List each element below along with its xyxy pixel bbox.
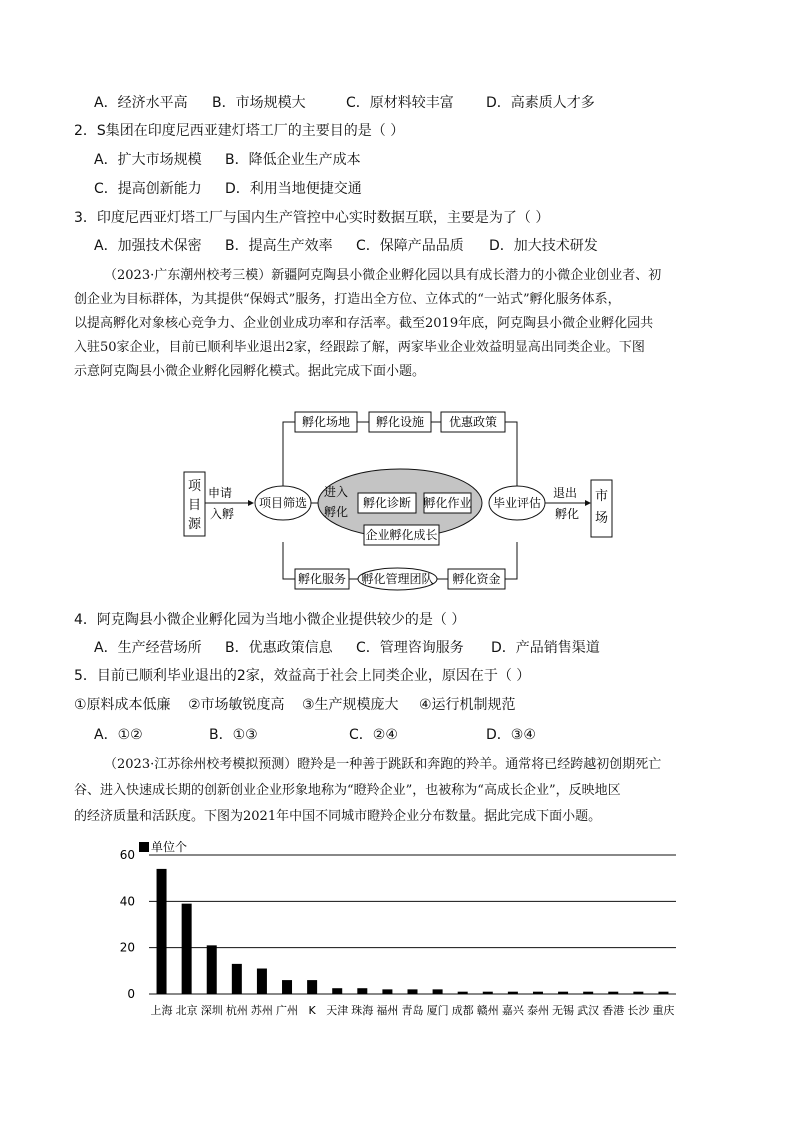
q5-statement-3: ③生产规模庞大 (302, 697, 399, 713)
y-tick-label: 20 (119, 940, 135, 955)
q5-option-d[interactable]: D．③④ (486, 727, 536, 743)
bar-17 (583, 992, 593, 994)
q4-option-a[interactable]: A．生产经营场所 (94, 640, 202, 656)
q1-option-b[interactable]: B．市场规模大 (212, 95, 306, 111)
q3-option-b[interactable]: B．提高生产效率 (225, 238, 333, 254)
bar-14 (508, 992, 518, 994)
x-tick-label: 嘉兴 (501, 1004, 524, 1017)
q2-option-b[interactable]: B．降低企业生产成本 (225, 152, 361, 168)
incubation-diagram (170, 402, 630, 600)
apply-label-1: 申请 (208, 486, 233, 500)
passage1-line-4: 入驻50家企业，目前已顺利毕业退出2家，经跟踪了解，两家毕业企业效益明显高出同类企业。下图 (74, 340, 645, 355)
x-tick-label: 泰州 (526, 1004, 549, 1017)
exit-label-1: 退出 (553, 486, 578, 500)
q5-option-a[interactable]: A．①② (94, 727, 143, 743)
bar-18 (608, 992, 618, 994)
legend-label: 单位个 (151, 840, 188, 854)
q1-option-a[interactable]: A．经济水平高 (94, 95, 188, 111)
q1-option-c[interactable]: C．原材料较丰富 (346, 95, 454, 111)
operation-label: 孵化作业 (423, 496, 472, 510)
q5-statement-1: ①原料成本低廉 (74, 697, 171, 713)
gazelle-bar-chart (110, 838, 690, 1030)
x-tick-label: 无锡 (552, 1004, 575, 1017)
enter-label-1: 进入 (324, 485, 349, 499)
q2-option-c[interactable]: C．提高创新能力 (94, 181, 202, 197)
project-source-char-3: 源 (187, 517, 202, 532)
passage1-line-2: 创企业为目标群体，为其提供“保姆式”服务，打造出全方位、立体式的“一站式”孵化服务体系， (74, 292, 621, 307)
screening-label: 项目筛选 (258, 496, 308, 510)
x-tick-label: 厦门 (426, 1004, 449, 1017)
exit-label-2: 孵化 (555, 507, 580, 521)
bar-12 (458, 992, 468, 994)
q2-option-a[interactable]: A．扩大市场规模 (94, 152, 202, 168)
x-tick-label: 长沙 (627, 1004, 650, 1017)
passage1-line-5: 示意阿克陶县小微企业孵化园孵化模式。据此完成下面小题。 (74, 364, 426, 379)
y-tick-label: 0 (127, 987, 135, 1001)
passage2-line-2: 谷、进入快速成长期的创新创业企业形象地称为“瞪羚企业”，也被称为“高成长企业”，反映地区 (74, 783, 621, 798)
q4-options (94, 638, 600, 658)
q2-options-row2 (94, 179, 362, 199)
q3-option-d[interactable]: D．加大技术研发 (489, 238, 598, 254)
q4-option-b[interactable]: B．优惠政策信息 (225, 640, 333, 656)
q4-option-c[interactable]: C．管理咨询服务 (356, 640, 464, 656)
q5-statement-2: ②市场敏锐度高 (188, 697, 285, 713)
legend-swatch (139, 842, 149, 852)
q3-options (94, 236, 598, 256)
top-box-facilities-label: 孵化设施 (375, 415, 425, 429)
bar-8 (357, 988, 367, 994)
y-tick-label: 60 (119, 848, 135, 862)
q2-stem: 2．S集团在印度尼西亚建灯塔工厂的主要目的是（ ） (74, 123, 405, 139)
q5-option-b[interactable]: B．①③ (209, 727, 258, 743)
bottom-box-fund-label: 孵化资金 (452, 572, 501, 586)
bottom-node-team-label: 孵化管理团队 (361, 572, 434, 586)
x-tick-label: 青岛 (401, 1004, 424, 1017)
x-tick-label: 上海 (150, 1004, 173, 1017)
diagnosis-label: 孵化诊断 (362, 496, 412, 510)
bar-15 (533, 992, 543, 994)
q5-options (94, 725, 536, 745)
x-tick-label: 天津 (326, 1004, 349, 1017)
q5-statements (74, 695, 516, 715)
bar-11 (433, 989, 443, 994)
bar-20 (658, 992, 668, 994)
bar-10 (408, 989, 418, 994)
bar-7 (332, 988, 342, 994)
project-source-char-1: 项 (187, 479, 202, 494)
bar-2 (207, 945, 217, 994)
enter-label-2: 孵化 (324, 505, 349, 519)
top-box-venue-label: 孵化场地 (301, 415, 351, 429)
passage2-line-3: 的经济质量和活跃度。下图为2021年中国不同城市瞪羚企业分布数量。据此完成下面小题。 (74, 809, 602, 824)
y-tick-label: 40 (119, 894, 135, 909)
q5-stem: 5．目前已顺利毕业退出的2家，效益高于社会上同类企业，原因在于（ ） (74, 668, 531, 684)
bar-4 (257, 969, 267, 994)
x-tick-label: 成都 (451, 1004, 474, 1017)
bar-13 (483, 992, 493, 994)
bar-3 (232, 964, 242, 994)
x-tick-label: 福州 (376, 1004, 399, 1017)
passage1-line-1: （2023·广东潮州校考三模）新疆阿克陶县小微企业孵化园以具有成长潜力的小微企业创业者、初 (104, 268, 662, 283)
bottom-box-service-label: 孵化服务 (297, 572, 347, 586)
bar-5 (282, 980, 292, 994)
passage2-line-1: （2023·江苏徐州校考模拟预测）瞪羚是一种善于跳跃和奔跑的羚羊。通常将已经跨越初创期死亡 (104, 757, 662, 772)
q2-option-d[interactable]: D．利用当地便捷交通 (225, 181, 362, 197)
x-tick-label: 北京 (175, 1004, 198, 1017)
q1-option-d[interactable]: D．高素质人才多 (486, 95, 595, 111)
apply-label-2: 入孵 (210, 507, 235, 521)
bar-16 (558, 992, 568, 994)
x-tick-label: 苏州 (250, 1004, 273, 1017)
bar-19 (633, 992, 643, 994)
q5-statement-4: ④运行机制规范 (419, 697, 516, 713)
x-tick-label: 赣州 (476, 1004, 499, 1017)
top-box-policy-label: 优惠政策 (448, 415, 498, 429)
x-tick-label: K (308, 1004, 316, 1017)
q5-option-c[interactable]: C．②④ (349, 727, 398, 743)
x-tick-label: 深圳 (200, 1004, 223, 1017)
q4-stem: 4．阿克陶县小微企业孵化园为当地小微企业提供较少的是（ ） (74, 612, 466, 628)
market-char-1: 市 (594, 489, 609, 504)
market-char-2: 场 (594, 511, 609, 526)
x-tick-label: 杭州 (225, 1004, 248, 1017)
q4-option-d[interactable]: D．产品销售渠道 (491, 640, 600, 656)
q3-option-c[interactable]: C．保障产品品质 (356, 238, 464, 254)
q2-options-row1 (94, 150, 361, 170)
x-tick-label: 广州 (276, 1004, 299, 1017)
q3-stem: 3．印度尼西亚灯塔工厂与国内生产管控中心实时数据互联，主要是为了（ ） (74, 210, 550, 226)
x-tick-label: 重庆 (652, 1004, 675, 1017)
q3-option-a[interactable]: A．加强技术保密 (94, 238, 202, 254)
evaluation-label: 毕业评估 (492, 496, 542, 510)
passage1-line-3: 以提高孵化对象核心竞争力、企业创业成功率和存活率。截至2019年底，阿克陶县小微企业孵化园共 (74, 316, 654, 331)
q1-options (94, 93, 595, 113)
x-tick-label: 珠海 (351, 1004, 374, 1017)
bar-0 (157, 869, 167, 994)
bar-6 (307, 980, 317, 994)
bar-1 (182, 904, 192, 994)
x-tick-label: 香港 (602, 1004, 625, 1017)
growth-label: 企业孵化成长 (365, 528, 438, 542)
project-source-char-2: 目 (187, 498, 202, 513)
x-tick-label: 武汉 (577, 1004, 600, 1017)
bar-9 (382, 989, 392, 994)
